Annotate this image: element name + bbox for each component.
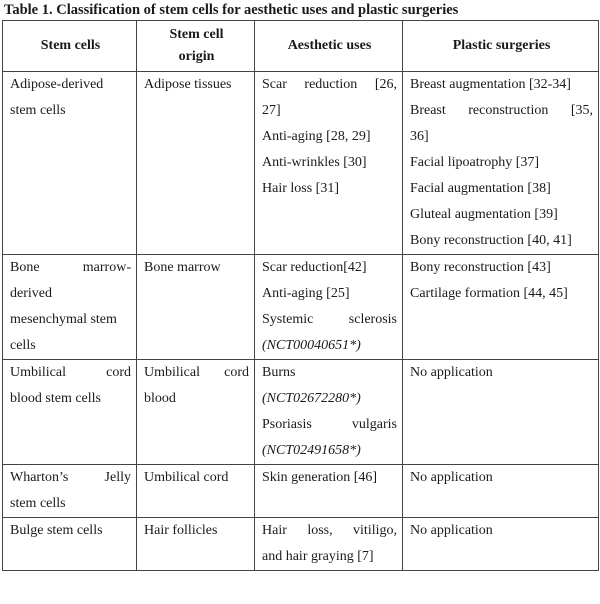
table-row	[3, 518, 599, 571]
cell-line: Scar reduction [26,	[262, 77, 397, 92]
cell-line: Bony reconstruction [43]	[410, 260, 551, 275]
cell-plastic-surgeries	[403, 255, 599, 360]
cell-aesthetic-uses	[255, 255, 403, 360]
table-row	[3, 72, 599, 255]
cell-line: Burns	[262, 365, 296, 380]
cell-line: 27]	[262, 103, 281, 118]
cell-stem-cells	[3, 465, 137, 518]
cell-origin	[137, 72, 255, 255]
cell-plastic-surgeries	[403, 465, 599, 518]
cell-line: (NCT02491658*)	[262, 443, 361, 458]
cell-line: stem cells	[10, 496, 66, 511]
cell-origin	[137, 465, 255, 518]
cell-line: Breast reconstruction [35,	[410, 103, 593, 118]
cell-origin	[137, 518, 255, 571]
cell-aesthetic-uses	[255, 518, 403, 571]
cell-stem-cells	[3, 518, 137, 571]
cell-line: Skin generation [46]	[262, 470, 378, 485]
cell-line: Anti-aging [28, 29]	[262, 129, 371, 144]
cell-line: blood	[144, 391, 176, 406]
cell-line: Bone marrow-	[10, 260, 131, 275]
table-row	[3, 360, 599, 465]
cell-line: No application	[410, 523, 493, 538]
cell-line: Hair loss, vitiligo,	[262, 523, 397, 538]
cell-line: blood stem cells	[10, 391, 101, 406]
cell-line: stem cells	[10, 103, 66, 118]
cell-line: Bulge stem cells	[10, 523, 103, 538]
cell-origin	[137, 360, 255, 465]
cell-line: (NCT00040651*)	[262, 338, 361, 353]
table-row	[3, 255, 599, 360]
cell-line: Umbilical cord	[144, 470, 229, 485]
cell-plastic-surgeries	[403, 360, 599, 465]
cell-stem-cells	[3, 72, 137, 255]
cell-line: No application	[410, 470, 493, 485]
cell-origin	[137, 255, 255, 360]
cell-line: Facial lipoatrophy [37]	[410, 155, 540, 170]
cell-line: Psoriasis vulgaris	[262, 417, 397, 432]
cell-line: Systemic sclerosis	[262, 312, 397, 327]
header-stem-cells: Stem cells	[3, 21, 137, 72]
cell-line: (NCT02672280*)	[262, 391, 361, 406]
cell-line: derived	[10, 286, 52, 301]
cell-aesthetic-uses	[255, 72, 403, 255]
cell-plastic-surgeries	[403, 518, 599, 571]
stem-cell-classification-table	[2, 20, 599, 571]
cell-line: Facial augmentation [38]	[410, 181, 551, 196]
header-row	[3, 21, 599, 72]
header-origin-line: origin	[178, 49, 215, 64]
cell-stem-cells	[3, 360, 137, 465]
cell-line: Anti-aging [25]	[262, 286, 350, 301]
cell-line: Breast augmentation [32-34]	[410, 77, 571, 92]
cell-line: Adipose tissues	[144, 77, 232, 92]
cell-stem-cells	[3, 255, 137, 360]
header-plastic-surgeries: Plastic surgeries	[403, 21, 599, 72]
cell-line: Cartilage formation [44, 45]	[410, 286, 568, 301]
cell-line: Wharton’s Jelly	[10, 470, 131, 485]
cell-line: Adipose-derived	[10, 77, 104, 92]
table-row	[3, 465, 599, 518]
cell-line: Hair loss [31]	[262, 181, 339, 196]
header-origin-line: Stem cell	[169, 27, 224, 42]
cell-line: 36]	[410, 129, 429, 144]
header-stem-cell-origin	[137, 21, 255, 72]
cell-line: mesenchymal stem	[10, 312, 117, 327]
cell-line: Bone marrow	[144, 260, 221, 275]
cell-line: No application	[410, 365, 493, 380]
header-aesthetic-uses: Aesthetic uses	[255, 21, 403, 72]
cell-line: Hair follicles	[144, 523, 218, 538]
table-caption: Table 1. Classification of stem cells for aesthetic uses and plastic surgeries	[4, 2, 459, 18]
cell-aesthetic-uses	[255, 465, 403, 518]
cell-line: Scar reduction[42]	[262, 260, 367, 275]
cell-line: Umbilical cord	[144, 365, 249, 380]
cell-line: cells	[10, 338, 36, 353]
cell-plastic-surgeries	[403, 72, 599, 255]
cell-line: Gluteal augmentation [39]	[410, 207, 558, 222]
cell-line: Umbilical cord	[10, 365, 131, 380]
cell-line: Bony reconstruction [40, 41]	[410, 233, 572, 248]
cell-line: Anti-wrinkles [30]	[262, 155, 367, 170]
cell-aesthetic-uses	[255, 360, 403, 465]
cell-line: and hair graying [7]	[262, 549, 374, 564]
